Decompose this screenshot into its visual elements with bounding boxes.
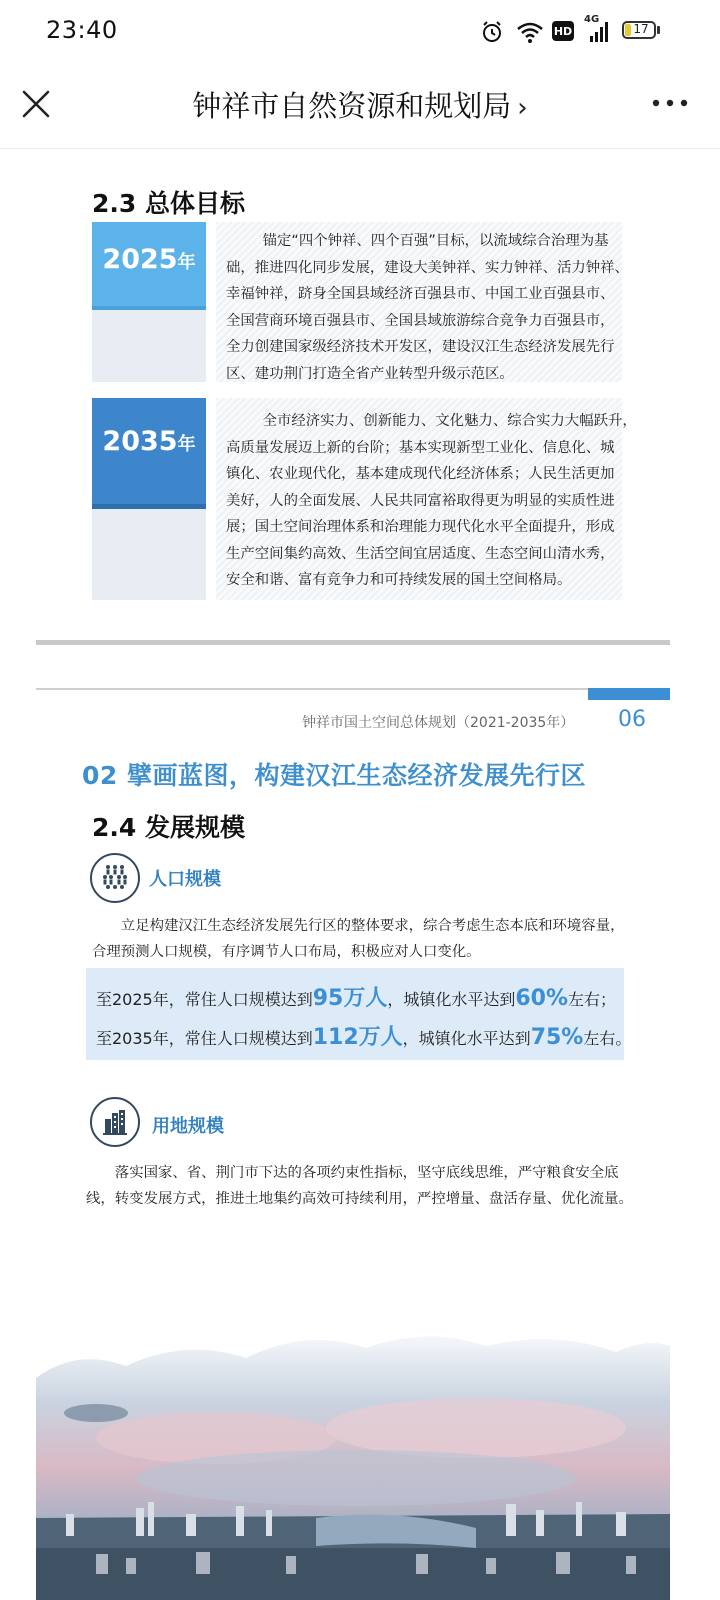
more-icon[interactable] — [648, 88, 692, 118]
goal-line: 镇化、农业现代化，基本建成现代化经济体系；人民生活更加 — [226, 466, 615, 482]
year-badge-underline — [92, 504, 206, 509]
year-label-2025: 2025年 — [102, 244, 196, 275]
goal-line: 全国营商环境百强县市、全国县域旅游综合竞争力百强县市， — [226, 312, 615, 329]
header-accent-tab — [588, 688, 670, 700]
paragraph-line: 落实国家、省、荆门市下达的各项约束性指标，坚守底线思维，严守粮食安全底 — [114, 1165, 619, 1181]
paragraph-line: 立足构建汉江生态经济发展先行区的整体要求，综合考虑生态本底和环境容量， — [120, 918, 625, 934]
signal-icon — [586, 20, 610, 44]
section-heading-2-3: 2.3 总体目标 — [92, 189, 245, 218]
battery-icon — [622, 21, 656, 39]
target-line-2035: 至2035年，常住人口规模达到112万人，城镇化水平达到75%左右。 — [96, 1025, 632, 1050]
year-block-2025 — [92, 222, 206, 382]
goal-line: 锚定“四个钟祥、四个百强”目标，以流域综合治理为基 — [226, 233, 609, 249]
population-targets-box — [86, 968, 632, 1060]
chapter-title: 02 擘画蓝图，构建汉江生态经济发展先行区 — [82, 761, 586, 790]
section-heading-2-4: 2.4 发展规模 — [92, 813, 245, 842]
title-bar — [0, 64, 720, 149]
population-2035: 112万人 — [312, 1025, 403, 1050]
goal-line: 生产空间集约高效、生活空间宜居适度、生态空间山清水秀， — [226, 545, 615, 562]
goal-line: 幸福钟祥，跻身全国县域经济百强县市、中国工业百强县市、 — [226, 286, 615, 302]
paragraph-line: 合理预测人口规模，有序调节人口布局，积极应对人口变化。 — [92, 944, 481, 960]
account-title-link[interactable] — [0, 84, 720, 125]
status-time: 23:40 — [46, 16, 118, 44]
building-icon — [90, 1097, 140, 1147]
goal-line: 安全和谐、富有竞争力和可持续发展的国土空间格局。 — [226, 572, 572, 588]
page-number: 06 — [618, 707, 646, 732]
building-glyph — [100, 1107, 130, 1137]
year-badge-underline — [92, 306, 206, 310]
goal-line: 区、建功荆门打造全省产业转型升级示范区。 — [226, 365, 514, 382]
goal-line: 展；国土空间治理体系和治理能力现代化水平全面提升，形成 — [226, 519, 615, 535]
goal-line: 础，推进四化同步发展，建设大美钟祥、实力钟祥、活力钟祥、 — [226, 259, 629, 276]
account-title: 钟祥市自然资源和规划局 — [192, 89, 512, 123]
population-paragraph — [92, 913, 632, 965]
alarm-icon — [480, 20, 504, 44]
goal-text-2035 — [216, 398, 637, 600]
people-glyph — [99, 862, 131, 894]
target-line-2025: 至2025年，常住人口规模达到95万人，城镇化水平达到60%左右； — [96, 986, 617, 1011]
population-label: 人口规模 — [149, 869, 221, 890]
goal-line: 全市经济实力、创新能力、文化魅力、综合实力大幅跃升， — [226, 413, 637, 429]
city-skyline-image — [36, 1318, 670, 1600]
doc-title: 钟祥市国土空间总体规划（2021-2035年） — [302, 715, 575, 731]
land-paragraph — [86, 1160, 646, 1212]
hd-icon: HD — [552, 21, 574, 41]
urbanization-2035: 75% — [530, 1025, 584, 1050]
header-rule — [36, 688, 670, 690]
goal-line: 高质量发展迈上新的台阶；基本实现新型工业化、信息化、城 — [226, 439, 615, 456]
network-type: 4G — [584, 14, 600, 25]
population-2025: 95万人 — [312, 986, 388, 1011]
paragraph-line: 线，转变发展方式，推进土地集约高效可持续利用，严控增量、盘活存量、优化流量。 — [86, 1191, 633, 1207]
goal-line: 美好，人的全面发展、人民共同富裕取得更为明显的实质性进 — [226, 492, 615, 509]
urbanization-2025: 60% — [515, 986, 569, 1011]
wifi-icon — [516, 20, 544, 44]
battery-percent: 17 — [633, 22, 649, 36]
chevron-right-icon: › — [517, 93, 528, 123]
year-block-2035 — [92, 398, 206, 600]
status-bar — [0, 0, 720, 64]
page-divider — [36, 640, 670, 645]
population-icon — [90, 853, 140, 903]
goal-line: 全力创建国家级经济技术开发区，建设汉江生态经济发展先行 — [226, 339, 615, 355]
year-label-2035: 2035年 — [102, 426, 196, 457]
city-skyline-graphic — [36, 1318, 670, 1600]
land-label: 用地规模 — [152, 1116, 224, 1137]
goal-text-2025 — [216, 222, 629, 382]
battery-tip — [657, 26, 660, 34]
